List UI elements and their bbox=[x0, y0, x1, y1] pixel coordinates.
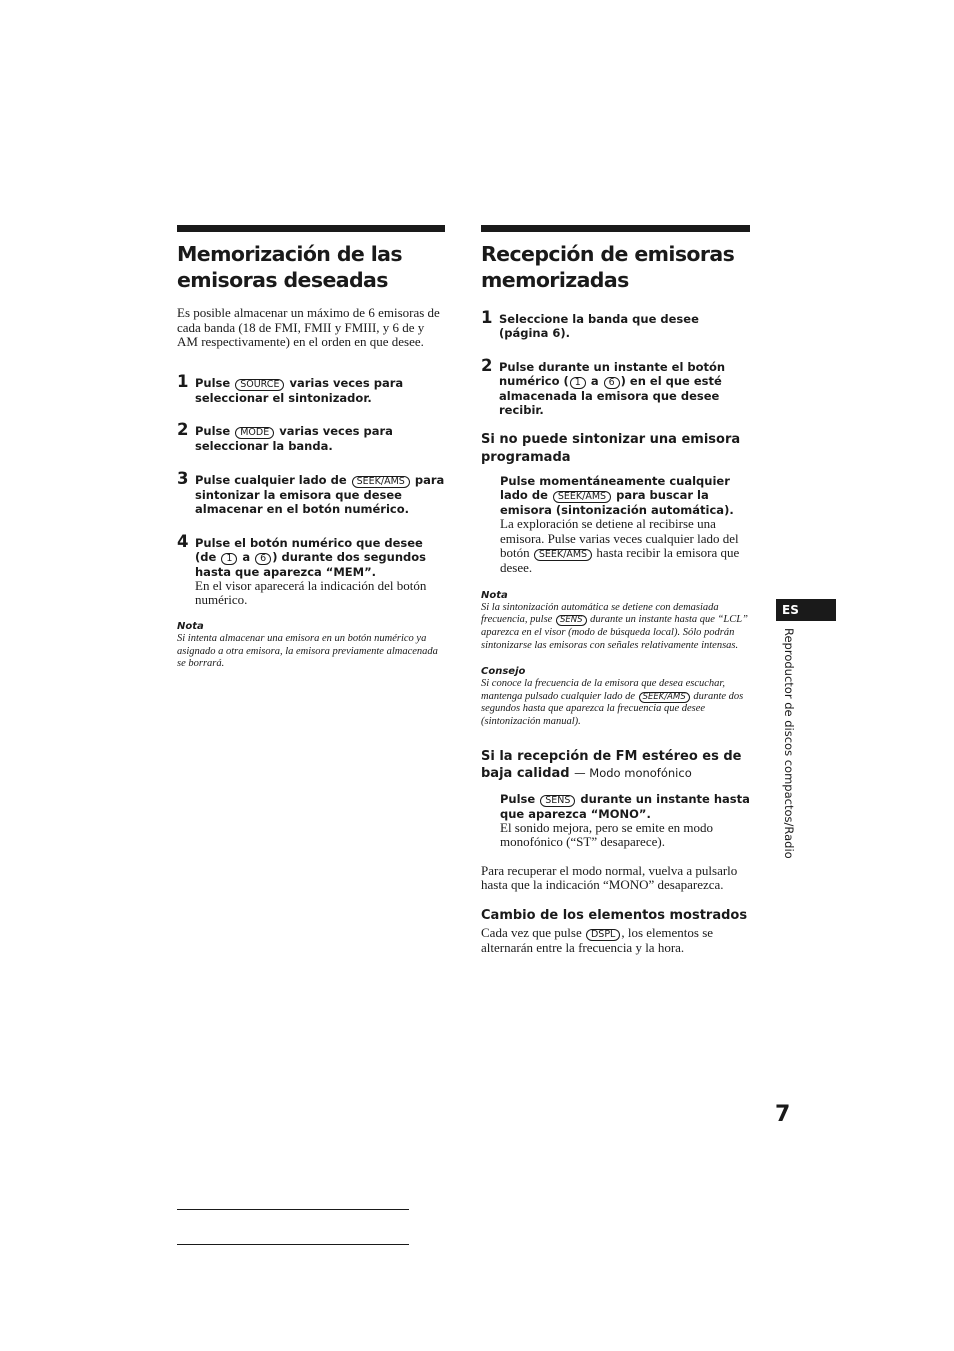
tip-text: Si conoce la frecuencia de la emisora que desea escuchar, mantenga pulsado cualquier lado de SEEK/AMS durante dos segundos hasta que aparezca la frecuencia que desee (sintonización manual). bbox=[481, 678, 744, 727]
step-number: 2 bbox=[481, 356, 493, 375]
seek-ams-key: SEEK/AMS bbox=[534, 549, 592, 561]
step-number: 2 bbox=[177, 419, 189, 439]
preset-6-key: 6 bbox=[255, 553, 271, 565]
dspl-key: DSPL bbox=[586, 929, 620, 941]
mode-key: MODE bbox=[235, 427, 274, 439]
sens-key: SENS bbox=[540, 795, 575, 807]
step-number: 3 bbox=[177, 468, 189, 488]
left-column bbox=[177, 225, 445, 671]
heading-seek-fail: Si no puede sintonizar una emisora programada bbox=[481, 432, 741, 465]
right-step-2: 2 Pulse durante un instante el botón numérico ( 1 a 6 ) en el que esté almacenada la emisora que desee recibir. bbox=[481, 356, 726, 417]
note-text: Si la sintonización automática se detiene con demasiada frecuencia, pulse SENS durante un instante hasta que “LCL” aparezca en el visor (modo de búsqueda local). Sólo podrán sintonizarse las emisoras con señales relativamente intensas. bbox=[481, 601, 748, 651]
side-section-label: Reproductor de discos compactos/Radio bbox=[782, 628, 796, 859]
fm-mono-block: Pulse SENS durante un instante hasta que aparezca “MONO”. El sonido mejora, pero se emite en modo monofónico (“ST” desaparece). bbox=[500, 791, 750, 850]
heading-display: Cambio de los elementos mostrados bbox=[481, 907, 748, 923]
step-detail: En el visor aparecerá la indicación del botón numérico. bbox=[195, 577, 427, 608]
language-tab: ES bbox=[776, 599, 836, 621]
restore-paragraph: Para recuperar el modo normal, vuelva a pulsarlo hasta que la indicación “MONO” desaparezca. bbox=[481, 862, 738, 893]
sens-key: SENS bbox=[556, 615, 587, 626]
left-intro: Es posible almacenar un máximo de 6 emisoras de cada banda (18 de FMI, FMII y FMIII, y 6 de y AM respectivamente) en el orden en que desee. bbox=[177, 305, 440, 350]
left-step-4: 4 Pulse el botón numérico que desee (de 1 a 6 ) durante dos segundos hasta que aparezca “MEM”. En el visor aparecerá la indicación del botón numérico. bbox=[177, 536, 445, 608]
note-label: Nota bbox=[177, 620, 204, 632]
seek-ams-key: SEEK/AMS bbox=[352, 476, 410, 488]
footer-rule bbox=[177, 1209, 409, 1210]
footer-rule bbox=[177, 1244, 409, 1245]
step-number: 4 bbox=[177, 531, 189, 551]
step-number: 1 bbox=[481, 308, 493, 327]
right-title: Recepción de emisoras memorizadas bbox=[481, 242, 735, 292]
section-rule bbox=[481, 225, 750, 232]
seek-ams-key: SEEK/AMS bbox=[639, 692, 690, 703]
preset-1-key: 1 bbox=[221, 553, 237, 565]
left-step-1: 1 Pulse SOURCE varias veces para seleccionar el sintonizador. bbox=[177, 371, 404, 405]
display-text: Cada vez que pulse DSPL , los elementos se alternarán entre la frecuencia y la hora. bbox=[481, 925, 714, 956]
preset-6-key: 6 bbox=[604, 377, 620, 389]
source-key: SOURCE bbox=[235, 379, 284, 391]
section-rule bbox=[177, 225, 445, 232]
step-number: 1 bbox=[177, 371, 189, 391]
note-label: Nota bbox=[481, 589, 508, 601]
right-step-1: 1 Seleccione la banda que desee (página 6). bbox=[481, 308, 699, 340]
seek-ams-key: SEEK/AMS bbox=[553, 491, 611, 503]
page-number: 7 bbox=[775, 1102, 791, 1127]
right-column bbox=[481, 225, 750, 956]
left-step-2: 2 Pulse MODE varias veces para seleccionar la banda. bbox=[177, 419, 393, 453]
seek-fail-block: Pulse momentáneamente cualquier lado de SEEK/AMS para buscar la emisora (sintonización automática). La exploración se detiene al recibirse una emisora. Pulse varias veces cualquier lado del botón SEEK/AMS hasta recibir la emisora que desee. bbox=[500, 474, 740, 576]
tip-label: Consejo bbox=[481, 666, 526, 678]
heading-fm-mono: Si la recepción de FM estéreo es de baja calidad — Modo monofónico bbox=[481, 748, 742, 782]
left-step-3: 3 Pulse cualquier lado de SEEK/AMS para sintonizar la emisora que desee almacenar en el botón numérico. bbox=[177, 468, 445, 516]
left-title: Memorización de las emisoras deseadas bbox=[177, 242, 403, 292]
preset-1-key: 1 bbox=[570, 377, 586, 389]
note-text: Si intenta almacenar una emisora en un botón numérico ya asignado a otra emisora, la emisora previamente almacenada se borrará. bbox=[177, 632, 438, 670]
